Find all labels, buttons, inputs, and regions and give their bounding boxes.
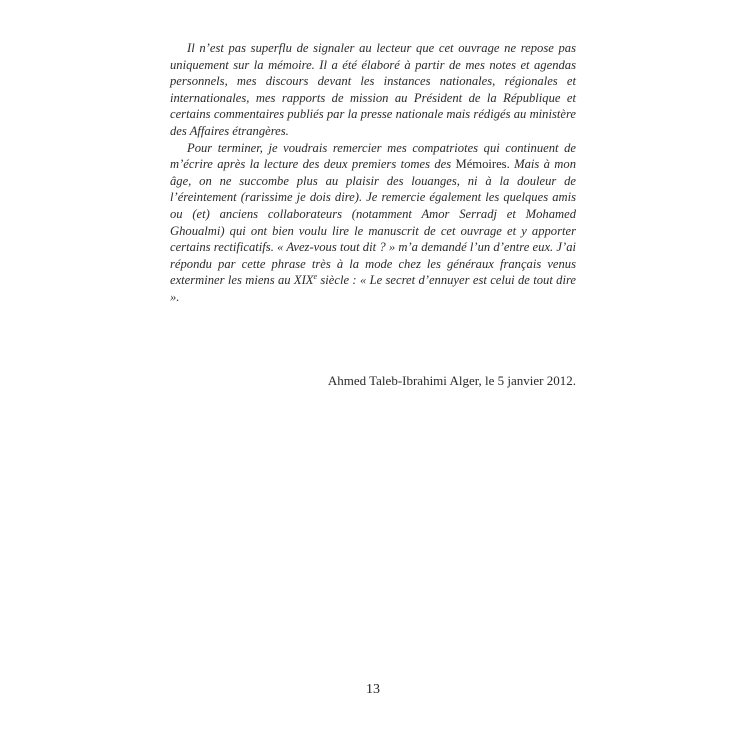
paragraph-1-text: Il n’est pas superflu de signaler au lecteur que cet ouvrage ne repose pas uniquement sur la mémoire. Il a été élaboré à partir de mes notes et agendas personnels, mes discours devant les instances nationales, régionales et internationales, mes rapports de mission au Président de la République et certains commentaires publiés par la presse nationale mais rédigés au ministère des Affaires étrangères.	[170, 41, 576, 138]
paragraph-2-rest: Mais à mon âge, on ne succombe plus au plaisir des louanges, ni à la douleur de l’éreintement (rarissime je dois dire). Je remercie également les quelques amis ou (et) anciens collaborateurs (notamment Amor Serradj et Mohamed Ghoualmi) qui ont bien voulu lire le manuscrit de cet ouvrage et y apporter certains rectificatifs. « Avez-vous tout dit ? » m’a demandé l’un d’entre eux. J’ai répondu par cette phrase très à la mode chez les généraux français venus exterminer les miens au	[170, 157, 576, 288]
paragraph-2-end: siècle : « Le secret d’ennuyer est celui de tout dire ».	[170, 273, 576, 304]
page-number: 13	[366, 682, 380, 697]
body-text	[170, 40, 576, 306]
memoires-title: Mémoires	[455, 157, 507, 172]
signature-line: Ahmed Taleb-Ibrahimi Alger, le 5 janvier 2012.	[327, 373, 576, 388]
paragraph-2-lead: Pour terminer, je voudrais remercier mes compatriotes qui continuent de m’écrire après la lecture des deux premiers tomes des	[170, 140, 576, 172]
century-numeral: XIX	[293, 273, 314, 288]
century-superscript: e	[313, 272, 318, 282]
paragraph-2	[170, 140, 576, 306]
paragraph-2-dot: .	[506, 157, 515, 172]
paragraph-1	[170, 40, 576, 140]
